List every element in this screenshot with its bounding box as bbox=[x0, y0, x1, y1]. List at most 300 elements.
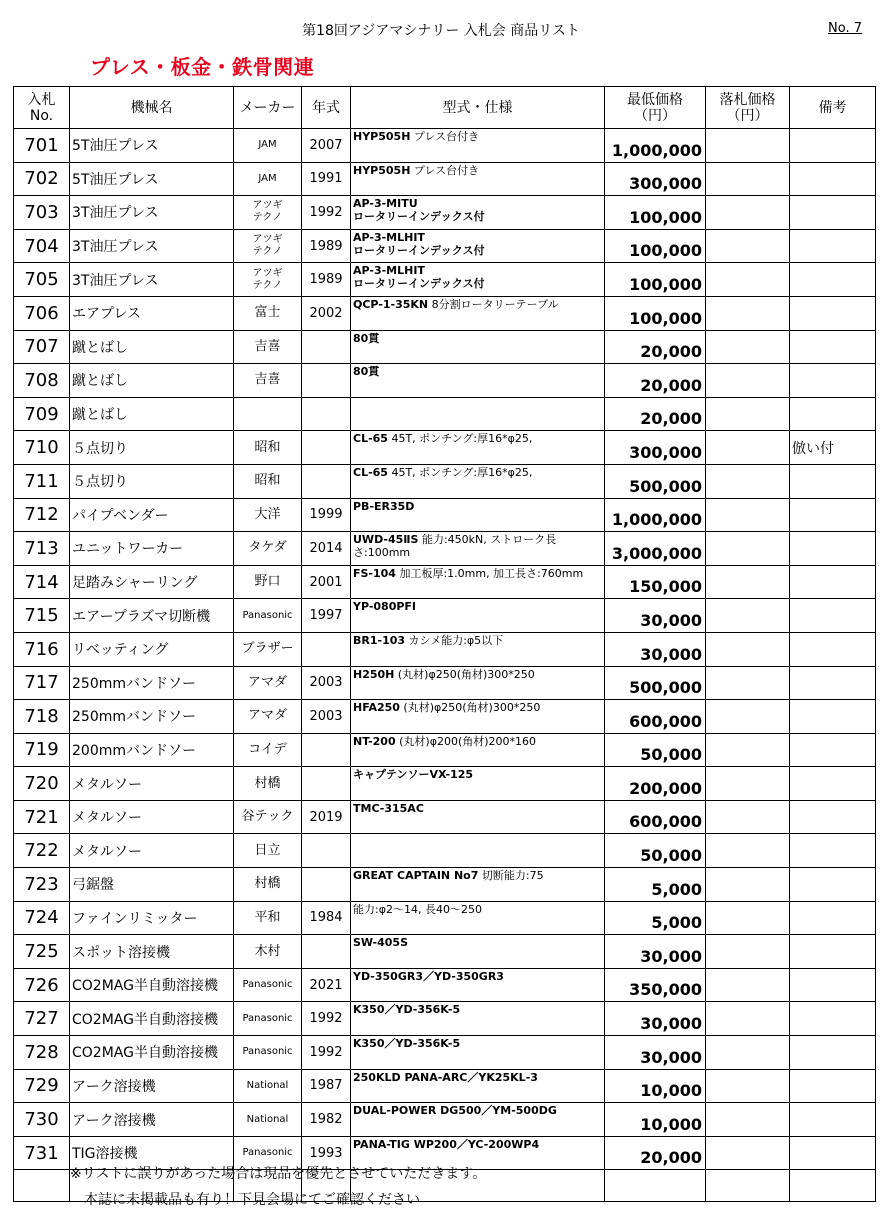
lot-number: 722 bbox=[14, 834, 70, 868]
year: 1989 bbox=[302, 229, 351, 263]
header-note: 備考 bbox=[790, 87, 876, 129]
spec bbox=[351, 733, 605, 767]
year: 1984 bbox=[302, 901, 351, 935]
table-row bbox=[14, 532, 876, 566]
year bbox=[302, 431, 351, 465]
bid-price bbox=[706, 565, 790, 599]
bid-price bbox=[706, 733, 790, 767]
year bbox=[302, 834, 351, 868]
year bbox=[302, 767, 351, 801]
table-row bbox=[14, 464, 876, 498]
spec-model: AP-3-MLHIT ロータリーインデックス付 bbox=[353, 264, 485, 291]
lot-number: 728 bbox=[14, 1036, 70, 1070]
year: 1992 bbox=[302, 1002, 351, 1036]
spec bbox=[351, 296, 605, 330]
lot-number: 729 bbox=[14, 1069, 70, 1103]
empty-cell bbox=[605, 1170, 706, 1202]
maker: アマダ bbox=[234, 700, 302, 734]
table-row bbox=[14, 700, 876, 734]
spec-model: BR1-103 bbox=[353, 633, 406, 647]
bid-price bbox=[706, 1036, 790, 1070]
table-row bbox=[14, 263, 876, 297]
min-price: 100,000 bbox=[605, 296, 706, 330]
year: 2014 bbox=[302, 532, 351, 566]
spec-detail: 能力:450kN, ストローク長 さ:100mm bbox=[353, 533, 557, 560]
spec bbox=[351, 498, 605, 532]
note bbox=[790, 532, 876, 566]
machine-name: 蹴とばし bbox=[70, 330, 234, 364]
lot-number: 706 bbox=[14, 296, 70, 330]
maker bbox=[234, 397, 302, 431]
year: 1987 bbox=[302, 1069, 351, 1103]
year bbox=[302, 464, 351, 498]
note bbox=[790, 1103, 876, 1137]
note bbox=[790, 498, 876, 532]
lot-number: 704 bbox=[14, 229, 70, 263]
lot-number: 719 bbox=[14, 733, 70, 767]
note bbox=[790, 1069, 876, 1103]
min-price: 20,000 bbox=[605, 1136, 706, 1170]
bid-price bbox=[706, 498, 790, 532]
machine-name: メタルソー bbox=[70, 800, 234, 834]
spec bbox=[351, 565, 605, 599]
bid-price bbox=[706, 397, 790, 431]
min-price: 30,000 bbox=[605, 935, 706, 969]
year: 1982 bbox=[302, 1103, 351, 1137]
spec-model: DUAL-POWER DG500／YM-500DG bbox=[353, 1104, 557, 1118]
maker: JAM bbox=[234, 162, 302, 196]
bid-price bbox=[706, 129, 790, 163]
spec-model: YD-350GR3／YD-350GR3 bbox=[353, 969, 504, 983]
spec-detail: プレス台付き bbox=[410, 163, 480, 177]
maker: Panasonic bbox=[234, 1136, 302, 1170]
machine-name: 3T油圧プレス bbox=[70, 196, 234, 230]
table-row bbox=[14, 296, 876, 330]
min-price: 30,000 bbox=[605, 599, 706, 633]
lot-number: 705 bbox=[14, 263, 70, 297]
note bbox=[790, 599, 876, 633]
year bbox=[302, 935, 351, 969]
spec bbox=[351, 431, 605, 465]
spec bbox=[351, 868, 605, 902]
table-row bbox=[14, 565, 876, 599]
note bbox=[790, 296, 876, 330]
spec-model: TMC-315AC bbox=[353, 801, 424, 815]
bid-price bbox=[706, 296, 790, 330]
year bbox=[302, 364, 351, 398]
table-row bbox=[14, 330, 876, 364]
maker: Panasonic bbox=[234, 599, 302, 633]
header-bid-price: 落札価格 （円） bbox=[706, 87, 790, 129]
spec-detail: 45T, ポンチング:厚16*φ25, bbox=[387, 432, 533, 446]
spec bbox=[351, 1103, 605, 1137]
lot-number: 711 bbox=[14, 464, 70, 498]
spec bbox=[351, 464, 605, 498]
bid-price bbox=[706, 868, 790, 902]
spec-detail: 切断能力:75 bbox=[478, 869, 544, 883]
table-row bbox=[14, 901, 876, 935]
machine-name: メタルソー bbox=[70, 834, 234, 868]
maker: ブラザー bbox=[234, 632, 302, 666]
maker: アマダ bbox=[234, 666, 302, 700]
page-title: 第18回アジアマシナリー 入札会 商品リスト bbox=[302, 23, 580, 39]
min-price: 50,000 bbox=[605, 834, 706, 868]
machine-name: パイプベンダー bbox=[70, 498, 234, 532]
maker: 平和 bbox=[234, 901, 302, 935]
maker: National bbox=[234, 1069, 302, 1103]
bid-price bbox=[706, 1136, 790, 1170]
spec-model: HFA250 bbox=[353, 701, 400, 715]
machine-name: 弓鋸盤 bbox=[70, 868, 234, 902]
lot-number: 712 bbox=[14, 498, 70, 532]
table-row bbox=[14, 868, 876, 902]
year: 2003 bbox=[302, 700, 351, 734]
spec-model: GREAT CAPTAIN No7 bbox=[353, 869, 479, 883]
note bbox=[790, 397, 876, 431]
maker: 昭和 bbox=[234, 431, 302, 465]
bid-price bbox=[706, 263, 790, 297]
table-header-row bbox=[14, 87, 876, 129]
empty-cell bbox=[706, 1170, 790, 1202]
table-row bbox=[14, 229, 876, 263]
spec bbox=[351, 666, 605, 700]
table-row bbox=[14, 666, 876, 700]
min-price: 20,000 bbox=[605, 397, 706, 431]
note bbox=[790, 162, 876, 196]
lot-number: 724 bbox=[14, 901, 70, 935]
maker: コイデ bbox=[234, 733, 302, 767]
spec-model: FS-104 bbox=[353, 566, 396, 580]
bid-price bbox=[706, 162, 790, 196]
year: 1997 bbox=[302, 599, 351, 633]
min-price: 30,000 bbox=[605, 632, 706, 666]
spec-model: NT-200 bbox=[353, 734, 396, 748]
min-price: 50,000 bbox=[605, 733, 706, 767]
spec bbox=[351, 330, 605, 364]
spec-model: CL-65 bbox=[353, 465, 388, 479]
table-row bbox=[14, 599, 876, 633]
machine-name: 200mmバンドソー bbox=[70, 733, 234, 767]
lot-number: 725 bbox=[14, 935, 70, 969]
spec bbox=[351, 532, 605, 566]
lot-number: 720 bbox=[14, 767, 70, 801]
empty-cell bbox=[14, 1170, 70, 1202]
spec bbox=[351, 162, 605, 196]
spec-detail: (丸材)φ250(角材)300*250 bbox=[399, 701, 541, 715]
machine-name: CO2MAG半自動溶接機 bbox=[70, 968, 234, 1002]
maker: 谷テック bbox=[234, 800, 302, 834]
min-price: 5,000 bbox=[605, 868, 706, 902]
note bbox=[790, 868, 876, 902]
table-row bbox=[14, 1002, 876, 1036]
spec-detail: (丸材)φ250(角材)300*250 bbox=[394, 667, 535, 681]
spec-detail: 45T, ポンチング:厚16*φ25, bbox=[387, 465, 533, 479]
maker: National bbox=[234, 1103, 302, 1137]
page-number: No. 7 bbox=[828, 21, 862, 36]
bid-price bbox=[706, 800, 790, 834]
min-price: 350,000 bbox=[605, 968, 706, 1002]
year: 1991 bbox=[302, 162, 351, 196]
bid-price bbox=[706, 935, 790, 969]
note bbox=[790, 330, 876, 364]
maker: 昭和 bbox=[234, 464, 302, 498]
year: 2003 bbox=[302, 666, 351, 700]
lot-number: 708 bbox=[14, 364, 70, 398]
lot-number: 718 bbox=[14, 700, 70, 734]
note bbox=[790, 263, 876, 297]
footer-note-2: 本誌に未掲載品も有り！下見会場にてご確認ください bbox=[84, 1192, 420, 1208]
spec bbox=[351, 397, 605, 431]
maker: Panasonic bbox=[234, 1036, 302, 1070]
table-row bbox=[14, 632, 876, 666]
lot-number: 714 bbox=[14, 565, 70, 599]
bid-price bbox=[706, 632, 790, 666]
bid-price bbox=[706, 767, 790, 801]
machine-name: 5T油圧プレス bbox=[70, 129, 234, 163]
machine-name: 250mmバンドソー bbox=[70, 700, 234, 734]
lot-number: 723 bbox=[14, 868, 70, 902]
maker: 吉喜 bbox=[234, 330, 302, 364]
lot-number: 726 bbox=[14, 968, 70, 1002]
machine-name: ５点切り bbox=[70, 464, 234, 498]
spec-detail: 能力:φ2～14, 長40～250 bbox=[353, 902, 482, 916]
lot-number: 727 bbox=[14, 1002, 70, 1036]
spec bbox=[351, 935, 605, 969]
lot-number: 721 bbox=[14, 800, 70, 834]
maker: Panasonic bbox=[234, 968, 302, 1002]
machine-name: CO2MAG半自動溶接機 bbox=[70, 1002, 234, 1036]
min-price: 100,000 bbox=[605, 229, 706, 263]
table-row bbox=[14, 1036, 876, 1070]
bid-price bbox=[706, 464, 790, 498]
year bbox=[302, 632, 351, 666]
machine-name: ユニットワーカー bbox=[70, 532, 234, 566]
min-price: 5,000 bbox=[605, 901, 706, 935]
year: 2002 bbox=[302, 296, 351, 330]
machine-name: 足踏みシャーリング bbox=[70, 565, 234, 599]
maker: 日立 bbox=[234, 834, 302, 868]
year: 1989 bbox=[302, 263, 351, 297]
spec bbox=[351, 263, 605, 297]
maker: 吉喜 bbox=[234, 364, 302, 398]
note bbox=[790, 700, 876, 734]
category-heading: プレス・板金・鉄骨関連 bbox=[90, 55, 315, 79]
lot-number: 713 bbox=[14, 532, 70, 566]
lot-number: 703 bbox=[14, 196, 70, 230]
min-price: 200,000 bbox=[605, 767, 706, 801]
note bbox=[790, 666, 876, 700]
footer-note-1: ※リストに誤りがあった場合は現品を優先とさせていただきます。 bbox=[70, 1166, 487, 1182]
machine-name: アーク溶接機 bbox=[70, 1103, 234, 1137]
machine-name: スポット溶接機 bbox=[70, 935, 234, 969]
spec-detail: (丸材)φ200(角材)200*160 bbox=[395, 734, 537, 748]
spec-detail: 加工板厚:1.0mm, 加工長さ:760mm bbox=[395, 566, 584, 580]
maker: アツギ テクノ bbox=[234, 263, 302, 297]
header-spec: 型式・仕様 bbox=[351, 87, 605, 129]
year: 2001 bbox=[302, 565, 351, 599]
table-row bbox=[14, 1103, 876, 1137]
year: 2019 bbox=[302, 800, 351, 834]
min-price: 150,000 bbox=[605, 565, 706, 599]
note bbox=[790, 1002, 876, 1036]
machine-name: ファインリミッター bbox=[70, 901, 234, 935]
machine-name: CO2MAG半自動溶接機 bbox=[70, 1036, 234, 1070]
spec bbox=[351, 800, 605, 834]
lot-number: 707 bbox=[14, 330, 70, 364]
spec bbox=[351, 1002, 605, 1036]
spec-model: CL-65 bbox=[353, 432, 388, 446]
note bbox=[790, 632, 876, 666]
bid-price bbox=[706, 364, 790, 398]
note bbox=[790, 464, 876, 498]
machine-name: 250mmバンドソー bbox=[70, 666, 234, 700]
machine-name: メタルソー bbox=[70, 767, 234, 801]
bid-price bbox=[706, 1069, 790, 1103]
table-row bbox=[14, 800, 876, 834]
note bbox=[790, 767, 876, 801]
lot-number: 701 bbox=[14, 129, 70, 163]
min-price: 300,000 bbox=[605, 431, 706, 465]
spec-model: 80貫 bbox=[353, 331, 380, 345]
bid-price bbox=[706, 532, 790, 566]
note bbox=[790, 1036, 876, 1070]
min-price: 1,000,000 bbox=[605, 129, 706, 163]
spec bbox=[351, 1069, 605, 1103]
table-row bbox=[14, 397, 876, 431]
header-maker: メーカー bbox=[234, 87, 302, 129]
spec bbox=[351, 767, 605, 801]
year bbox=[302, 397, 351, 431]
min-price: 500,000 bbox=[605, 464, 706, 498]
year bbox=[302, 330, 351, 364]
spec-model: YP-080PFI bbox=[353, 600, 417, 614]
bid-price bbox=[706, 431, 790, 465]
year bbox=[302, 868, 351, 902]
note bbox=[790, 1136, 876, 1170]
bid-price bbox=[706, 700, 790, 734]
maker: 野口 bbox=[234, 565, 302, 599]
note bbox=[790, 229, 876, 263]
machine-name: 5T油圧プレス bbox=[70, 162, 234, 196]
lot-number: 730 bbox=[14, 1103, 70, 1137]
spec-model: H250H bbox=[353, 667, 395, 681]
spec-model: AP-3-MLHIT ロータリーインデックス付 bbox=[353, 230, 485, 257]
spec bbox=[351, 196, 605, 230]
maker: 富士 bbox=[234, 296, 302, 330]
note bbox=[790, 901, 876, 935]
year: 1992 bbox=[302, 1036, 351, 1070]
machine-name: 3T油圧プレス bbox=[70, 263, 234, 297]
spec-model: 80貫 bbox=[353, 365, 380, 379]
machine-name: ５点切り bbox=[70, 431, 234, 465]
maker: アツギ テクノ bbox=[234, 229, 302, 263]
machine-name: アーク溶接機 bbox=[70, 1069, 234, 1103]
spec-model: K350／YD-356K-5 bbox=[353, 1003, 461, 1017]
lot-number: 702 bbox=[14, 162, 70, 196]
lot-number: 709 bbox=[14, 397, 70, 431]
note bbox=[790, 364, 876, 398]
note bbox=[790, 196, 876, 230]
lot-number: 716 bbox=[14, 632, 70, 666]
spec-detail: 8分割ロータリーテーブル bbox=[428, 297, 559, 311]
spec bbox=[351, 364, 605, 398]
machine-name: エアープラズマ切断機 bbox=[70, 599, 234, 633]
note bbox=[790, 968, 876, 1002]
spec bbox=[351, 1036, 605, 1070]
machine-name: リベッティング bbox=[70, 632, 234, 666]
min-price: 30,000 bbox=[605, 1036, 706, 1070]
min-price: 10,000 bbox=[605, 1069, 706, 1103]
year: 1999 bbox=[302, 498, 351, 532]
machine-name: 3T油圧プレス bbox=[70, 229, 234, 263]
table-row bbox=[14, 968, 876, 1002]
year: 2021 bbox=[302, 968, 351, 1002]
bid-price bbox=[706, 1103, 790, 1137]
spec-model: K350／YD-356K-5 bbox=[353, 1037, 461, 1051]
spec-model: PB-ER35D bbox=[353, 499, 415, 513]
maker: 大洋 bbox=[234, 498, 302, 532]
machine-name: TIG溶接機 bbox=[70, 1136, 234, 1170]
lot-number: 731 bbox=[14, 1136, 70, 1170]
spec-model: UWD-45ⅡS bbox=[353, 533, 419, 547]
maker: 村橋 bbox=[234, 767, 302, 801]
lot-number: 715 bbox=[14, 599, 70, 633]
spec bbox=[351, 968, 605, 1002]
spec-detail: カシメ能力:φ5以下 bbox=[405, 633, 504, 647]
header-no: 入札 No. bbox=[14, 87, 70, 129]
table-row bbox=[14, 431, 876, 465]
product-list-table bbox=[13, 86, 876, 1202]
bid-price bbox=[706, 901, 790, 935]
min-price: 20,000 bbox=[605, 330, 706, 364]
maker: JAM bbox=[234, 129, 302, 163]
header-year: 年式 bbox=[302, 87, 351, 129]
note bbox=[790, 800, 876, 834]
min-price: 1,000,000 bbox=[605, 498, 706, 532]
table-row bbox=[14, 767, 876, 801]
lot-number: 710 bbox=[14, 431, 70, 465]
bid-price bbox=[706, 1002, 790, 1036]
note bbox=[790, 565, 876, 599]
note bbox=[790, 733, 876, 767]
machine-name: エアプレス bbox=[70, 296, 234, 330]
min-price: 30,000 bbox=[605, 1002, 706, 1036]
bid-price bbox=[706, 666, 790, 700]
min-price: 600,000 bbox=[605, 700, 706, 734]
min-price: 20,000 bbox=[605, 364, 706, 398]
maker: 木村 bbox=[234, 935, 302, 969]
table-row bbox=[14, 498, 876, 532]
year: 1992 bbox=[302, 196, 351, 230]
year bbox=[302, 733, 351, 767]
lot-number: 717 bbox=[14, 666, 70, 700]
spec-model: PANA-TIG WP200／YC-200WP4 bbox=[353, 1137, 540, 1151]
table-row bbox=[14, 364, 876, 398]
bid-price bbox=[706, 330, 790, 364]
min-price: 100,000 bbox=[605, 263, 706, 297]
note: 倣い付 bbox=[790, 431, 876, 465]
spec bbox=[351, 632, 605, 666]
year: 2007 bbox=[302, 129, 351, 163]
spec bbox=[351, 229, 605, 263]
table-row bbox=[14, 935, 876, 969]
maker: タケダ bbox=[234, 532, 302, 566]
bid-price bbox=[706, 229, 790, 263]
spec-model: SW-405S bbox=[353, 936, 409, 950]
bid-price bbox=[706, 599, 790, 633]
spec-detail: プレス台付き bbox=[410, 130, 480, 143]
table-row bbox=[14, 834, 876, 868]
